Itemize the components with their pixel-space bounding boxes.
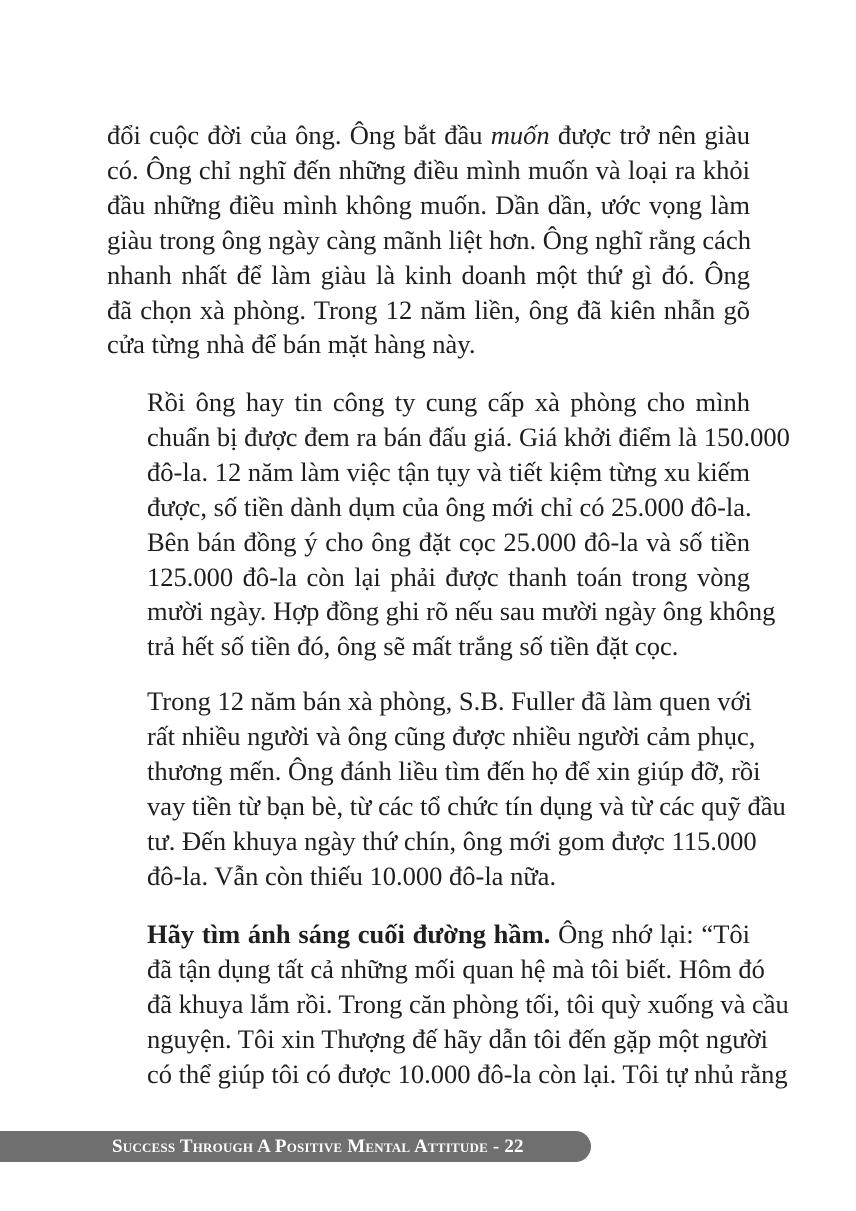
text-line <box>107 293 750 328</box>
text-line <box>107 684 750 719</box>
text-line <box>107 560 750 595</box>
text-run: tư. Đến khuya ngày thứ chín, ông mới gom được 115.000 <box>147 825 757 856</box>
running-footer: Success Through A Positive Mental Attitude - 22 <box>112 1136 524 1157</box>
text-line <box>107 525 750 560</box>
text-line <box>107 1057 788 1092</box>
text-line <box>107 490 750 525</box>
bold-lead-in: Hãy tìm ánh sáng cuối đường hầm. <box>147 919 551 949</box>
text-run: chuẩn bị được đem ra bán đấu giá. Giá khởi điểm là 150.000 <box>147 421 790 452</box>
text-run: vay tiền từ bạn bè, từ các tổ chức tín dụng và từ các quỹ đầu <box>147 790 786 821</box>
text-run: đô-la. Vẫn còn thiếu 10.000 đô-la nữa. <box>147 860 557 891</box>
text-line <box>107 420 790 455</box>
paragraph-1 <box>107 118 750 362</box>
text-line <box>107 188 750 223</box>
paragraph-2 <box>107 385 790 664</box>
paragraph-3 <box>107 684 786 893</box>
text-run: có thể giúp tôi có được 10.000 đô-la còn lại. Tôi tự nhủ rằng <box>147 1058 788 1089</box>
text-line <box>107 859 750 894</box>
emphasis-text: muốn <box>490 120 550 150</box>
text-run: được, số tiền dành dụm của ông mới chỉ có 25.000 đô-la. <box>147 491 752 522</box>
text-run: đã chọn xà phòng. Trong 12 năm liền, ông đã kiên nhẫn gõ <box>107 294 750 325</box>
text-run: mười ngày. Hợp đồng ghi rõ nếu sau mười ngày ông không <box>147 596 776 627</box>
text-run: đã tận dụng tất cả những mối quan hệ mà tôi biết. Hôm đó <box>147 953 765 984</box>
text-line <box>107 719 756 754</box>
text-line <box>107 385 750 420</box>
text-run: đầu những điều mình không muốn. Dần dần, ước vọng làm <box>107 189 750 220</box>
text-run: cửa từng nhà để bán mặt hàng này. <box>107 329 476 360</box>
text-line <box>107 917 750 952</box>
text-run: nhanh nhất để làm giàu là kinh doanh một thứ gì đó. Ông <box>107 259 750 290</box>
text-line <box>107 258 750 293</box>
text-line <box>107 118 750 153</box>
text-run: đổi cuộc đời của ông. Ông bắt đầu <box>107 120 491 150</box>
text-run: Rồi ông hay tin công ty cung cấp xà phòng cho mình <box>147 387 750 417</box>
text-line <box>107 987 789 1022</box>
text-line <box>107 455 750 490</box>
text-run: đô-la. 12 năm làm việc tận tụy và tiết kiệm từng xu kiếm <box>147 456 750 487</box>
text-line <box>107 824 757 859</box>
text-run: thương mến. Ông đánh liều tìm đến họ để xin giúp đỡ, rồi <box>147 755 761 786</box>
text-line <box>107 223 750 258</box>
text-line <box>107 789 786 824</box>
text-run: trả hết số tiền đó, ông sẽ mất trắng số tiền đặt cọc. <box>147 631 679 662</box>
text-run: Ông nhớ lại: “Tôi <box>550 919 750 949</box>
text-run: đã khuya lắm rồi. Trong căn phòng tối, tôi quỳ xuống và cầu <box>147 988 789 1019</box>
text-run: có. Ông chỉ nghĩ đến những điều mình muốn và loại ra khỏi <box>107 154 750 185</box>
text-line <box>107 594 776 629</box>
text-run: nguyện. Tôi xin Thượng đế hãy dẫn tôi đến gặp một người <box>147 1023 769 1054</box>
paragraph-4 <box>107 917 789 1092</box>
text-run: Trong 12 năm bán xà phòng, S.B. Fuller đã làm quen với <box>147 686 752 716</box>
text-run: được trở nên giàu <box>549 120 750 150</box>
text-line <box>107 1022 769 1057</box>
text-line <box>107 629 750 664</box>
text-line <box>107 327 750 362</box>
text-run: Bên bán đồng ý cho ông đặt cọc 25.000 đô-la và số tiền <box>147 526 750 557</box>
text-run: giàu trong ông ngày càng mãnh liệt hơn. Ông nghĩ rằng cách <box>107 224 751 255</box>
text-run: 125.000 đô-la còn lại phải được thanh toán trong vòng <box>147 561 750 592</box>
text-line <box>107 952 765 987</box>
text-line <box>107 153 750 188</box>
text-run: rất nhiều người và ông cũng được nhiều người cảm phục, <box>147 720 756 751</box>
text-line <box>107 754 761 789</box>
